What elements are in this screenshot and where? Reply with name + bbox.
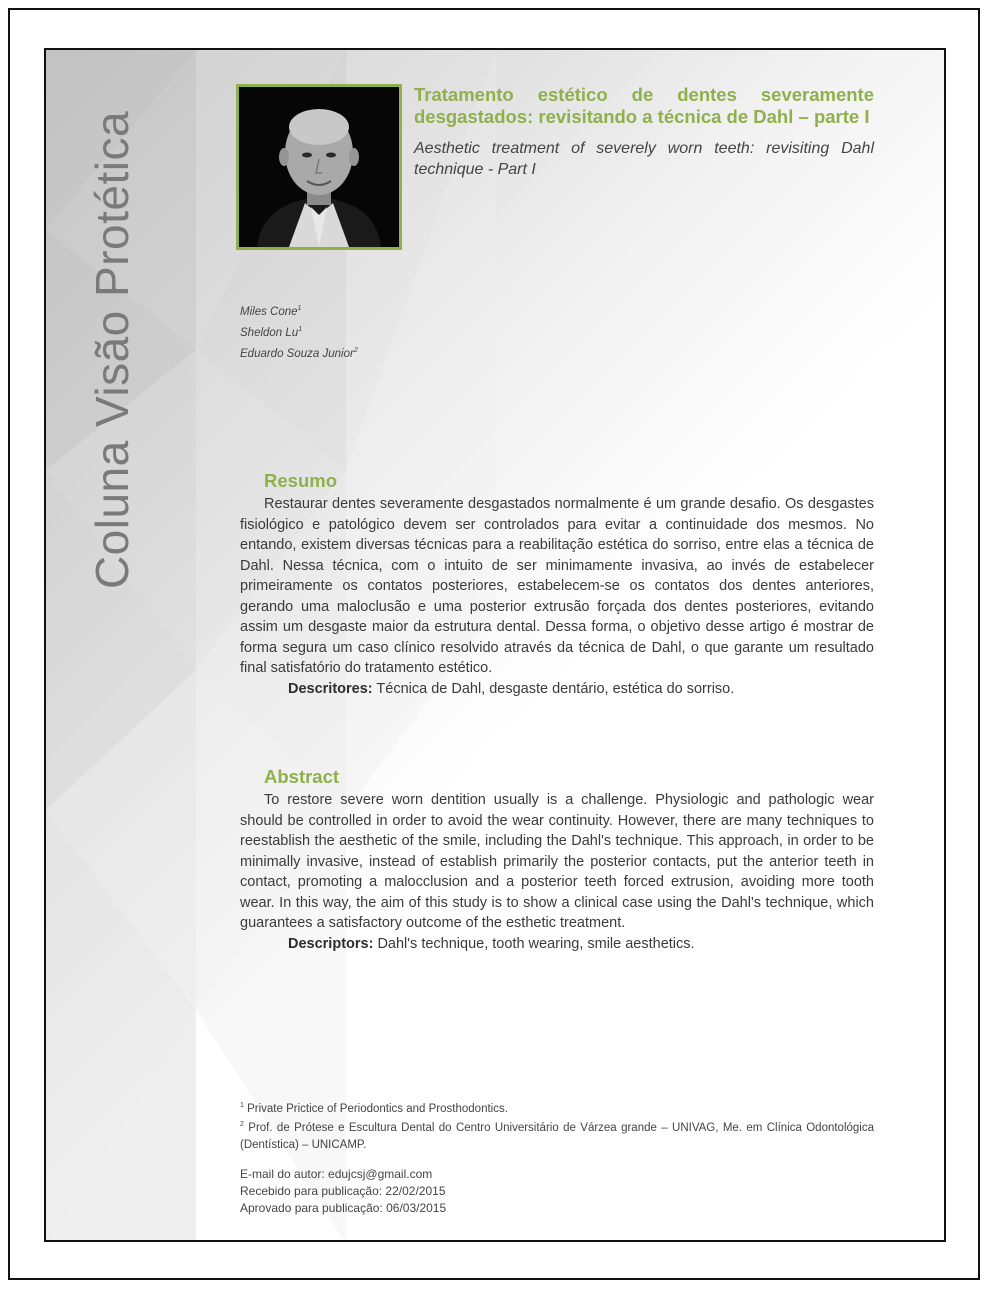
article-title-pt: Tratamento estético de dentes severamente desgastados: revisitando a técnica de Dahl – parte I — [414, 84, 874, 127]
footnote-2: $^2$ Prof. de Prótese e Escultura Dental do Centro Universitário de Várzea grande – UNIVAG, Me. em Clínica Odontológica (Dentística) – UNICAMP. — [240, 1121, 874, 1151]
author-item: Miles Cone$^1$ — [240, 305, 302, 318]
approved-date: Aprovado para publicação: 06/03/2015 — [240, 1201, 447, 1215]
abstract-keywords: Descriptors: Dahl's technique, tooth wearing, smile aesthetics. — [288, 935, 695, 952]
publication-meta — [240, 1166, 446, 1217]
abstract-text: To restore severe worn dentition usually is a challenge. Physiologic and pathologic wear should be controlled in order to avoid the wear continuity. However, there are many techniques to reestablish the aesthetic of the smile, including the Dahl's technique. This approach, in order to be minimally invasive, instead of establish primarily the posterior contacts, put the anterior teeth in contact, promoting a malocclusion and a posterior teeth forced extrusion, avoiding more tooth wear. In this way, the aim of this study is to show a clinical case using the Dahl's technique, which guarantees a satisfactory outcome of the esthetic treatment. — [240, 792, 874, 931]
author-item: Sheldon Lu$^1$ — [240, 325, 303, 339]
resumo-heading: Resumo — [264, 470, 337, 491]
abstract-section — [240, 766, 874, 954]
resumo-text: Restaurar dentes severamente desgastados normalmente é um grande desafio. Os desgastes fisiológico e patológico devem ser controlados para evitar a continuidade dos mesmos. No entando, existem diversas técnicas para a reabilitação estética do sorriso, entre elas a técnica de Dahl. Nessa técnica, com o intuito de ser minimamente invasiva, ao invés de estabelecer primeiramente os contatos posteriores, estabelecem-se os contatos dos dentes anteriores, gerando uma maloclusão e uma posterior extrusão forçada dos dentes posteriores, evitando assim um desgaste maior da estrutura dental. Dessa forma, o objetivo desse artigo é mostrar de forma segura um caso clínico resolvido através da técnica de Dahl, o que garante um resultado final satisfatório do tratamento estético. — [240, 496, 874, 676]
resumo-keywords: Descritores: Técnica de Dahl, desgaste dentário, estética do sorriso. — [288, 680, 735, 697]
author-item: Eduardo Souza Junior$^2$ — [240, 346, 358, 360]
article-title-en: Aesthetic treatment of severely worn teeth: revisiting Dahl technique - Part I — [414, 140, 874, 178]
authors-list — [240, 300, 358, 362]
footnotes — [240, 1098, 874, 1153]
received-date: Recebido para publicação: 22/02/2015 — [240, 1184, 446, 1198]
article-page — [44, 48, 946, 1242]
column-title: Coluna Visão Protética — [86, 110, 138, 590]
resumo-section — [240, 470, 874, 699]
author-email: E-mail do autor: edujcsj@gmail.com — [240, 1167, 433, 1181]
title-block — [414, 84, 874, 180]
abstract-heading: Abstract — [264, 766, 340, 787]
footnote-1: $^1$ Private Prictice of Periodontics and Prosthodontics. — [240, 1102, 508, 1115]
author-photo — [236, 84, 402, 250]
